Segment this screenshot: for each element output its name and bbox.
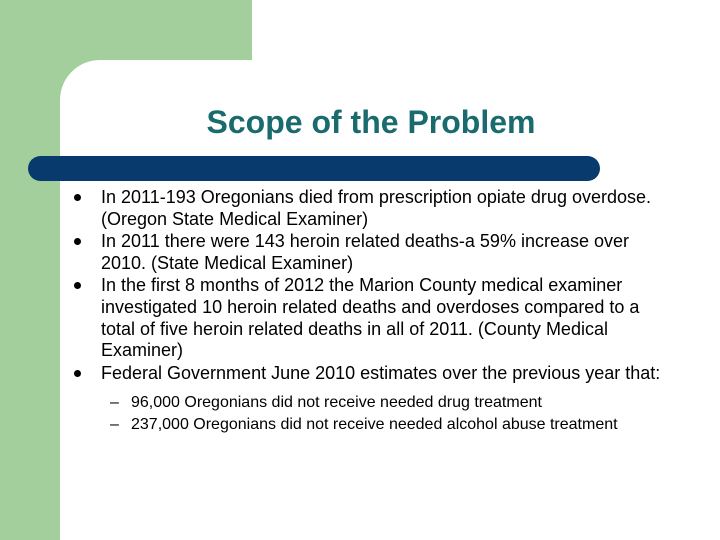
subbullet-item <box>101 416 672 434</box>
bullet-dot-icon <box>74 238 81 245</box>
dash-icon: – <box>110 416 119 434</box>
dash-icon: – <box>110 394 119 412</box>
bullet-text: In 2011-193 Oregonians died from prescription opiate drug overdose. (Oregon State Medical Examiner) <box>101 187 652 229</box>
bullet-item <box>72 231 672 274</box>
subbullet-item <box>101 394 672 412</box>
title-divider-bar <box>28 156 600 181</box>
bullet-text: In the first 8 months of 2012 the Marion County medical examiner investigated 10 heroin related deaths and overdoses compared to a total of five heroin related deaths in all of 2011. (County Medical Examiner) <box>101 275 640 361</box>
bullet-text: In 2011 there were 143 heroin related deaths-a 59% increase over 2010. (State Medical Examiner) <box>101 231 630 273</box>
bullet-item <box>72 363 672 435</box>
bullet-list <box>72 187 672 438</box>
bullet-item <box>72 275 672 361</box>
subbullet-text: 237,000 Oregonians did not receive needed alcohol abuse treatment <box>131 416 618 434</box>
subbullet-list <box>101 394 672 434</box>
bullet-dot-icon <box>74 282 81 289</box>
bullet-item <box>72 187 672 230</box>
bullet-dot-icon <box>74 194 81 201</box>
slide-title: Scope of the Problem <box>206 104 536 140</box>
bullet-text: Federal Government June 2010 estimates over the previous year that: <box>101 362 661 383</box>
subbullet-text: 96,000 Oregonians did not receive needed drug treatment <box>131 394 542 412</box>
bullet-dot-icon <box>74 370 81 377</box>
